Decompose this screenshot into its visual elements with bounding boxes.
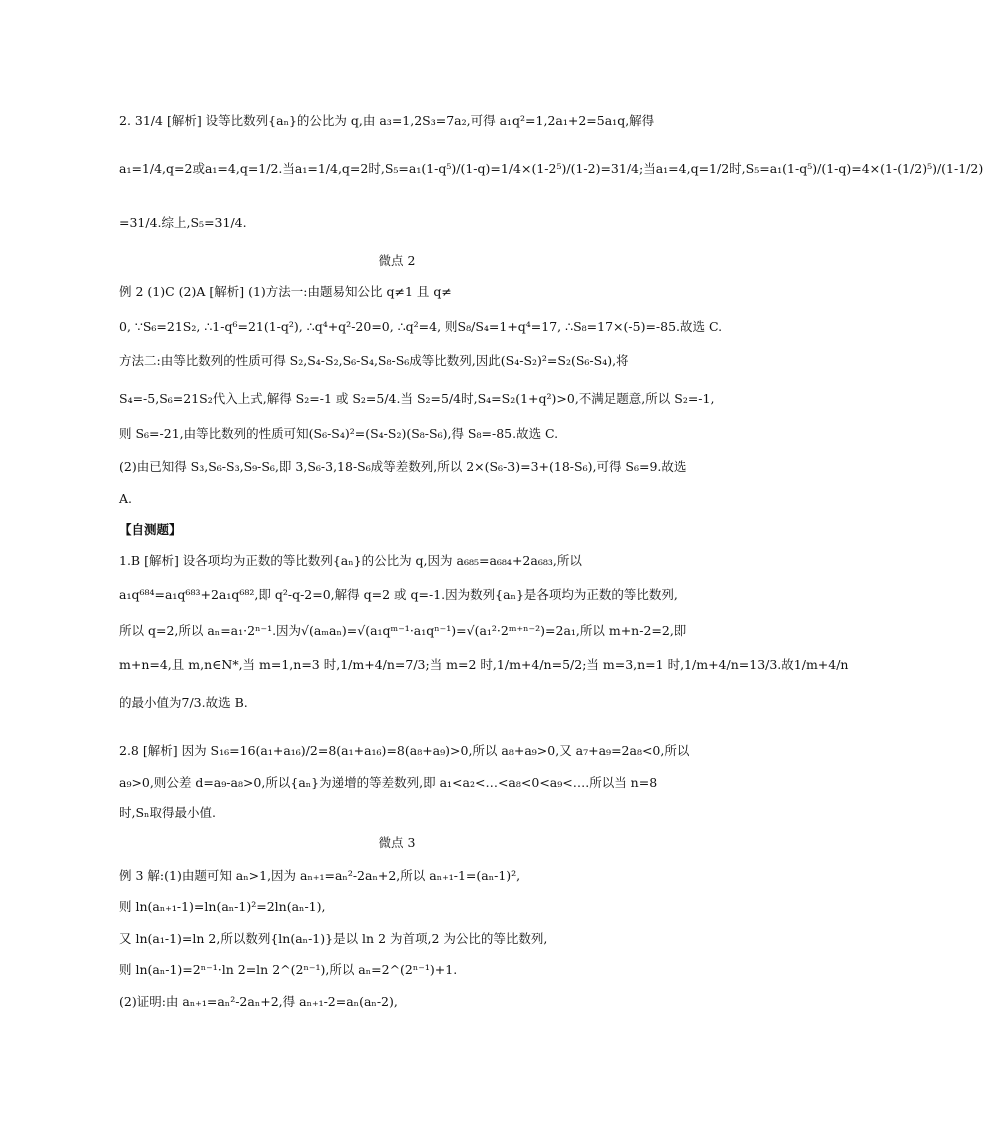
text-line: 时,Sₙ取得最小值. (119, 805, 216, 820)
text-line: a₉>0,则公差 d=a₉-a₈>0,所以{aₙ}为递增的等差数列,即 a₁<a₂<…<a₈<0<a₉<….所以当 n=8 (119, 775, 658, 790)
text-line: a₁=1/4,q=2或a₁=4,q=1/2.当a₁=1/4,q=2时,S₅=a₁(1-q⁵)/(1-q)=1/4×(1-2⁵)/(1-2)=31/4;当a₁=4,q=1/2时,S₅=a₁(1-q⁵)/(1-q)=4×(1-(1/2)⁵)/(1-1/2) (119, 161, 983, 176)
text-line: 【自测题】 (119, 522, 182, 537)
section-heading: 微点 3 (378, 835, 416, 850)
text-line: 则 S₆=-21,由等比数列的性质可知(S₆-S₄)²=(S₄-S₂)(S₈-S₆),得 S₈=-85.故选 C. (119, 426, 559, 441)
text-line: 2. 31/4 [解析] 设等比数列{aₙ}的公比为 q,由 a₃=1,2S₃=7a₂,可得 a₁q²=1,2a₁+2=5a₁q,解得 (119, 113, 655, 128)
text-line: m+n=4,且 m,n∈N*,当 m=1,n=3 时,1/m+4/n=7/3;当 m=2 时,1/m+4/n=5/2;当 m=3,n=1 时,1/m+4/n=13/3.故1/m+4/n (119, 657, 849, 672)
text-line: 2.8 [解析] 因为 S₁₆=16(a₁+a₁₆)/2=8(a₁+a₁₆)=8(a₈+a₉)>0,所以 a₈+a₉>0,又 a₇+a₉=2a₈<0,所以 (119, 743, 690, 758)
text-line: 又 ln(a₁-1)=ln 2,所以数列{ln(aₙ-1)}是以 ln 2 为首项,2 为公比的等比数列, (119, 931, 548, 946)
text-line: (2)由已知得 S₃,S₆-S₃,S₉-S₆,即 3,S₆-3,18-S₆成等差数列,所以 2×(S₆-3)=3+(18-S₆),可得 S₆=9.故选 (119, 459, 687, 474)
text-line: 则 ln(aₙ₊₁-1)=ln(aₙ-1)²=2ln(aₙ-1), (119, 899, 326, 914)
text-line: 的最小值为7/3.故选 B. (119, 695, 248, 710)
text-line: 则 ln(aₙ-1)=2ⁿ⁻¹·ln 2=ln 2^(2ⁿ⁻¹),所以 aₙ=2^(2ⁿ⁻¹)+1. (119, 962, 458, 977)
text-line: (2)证明:由 aₙ₊₁=aₙ²-2aₙ+2,得 aₙ₊₁-2=aₙ(aₙ-2), (119, 994, 398, 1009)
text-line: 1.B [解析] 设各项均为正数的等比数列{aₙ}的公比为 q,因为 a₆₈₅=a₆₈₄+2a₆₈₃,所以 (119, 553, 582, 568)
text-line: A. (119, 491, 133, 506)
section-heading: 微点 2 (378, 253, 416, 268)
text-line: 0, ∵S₆=21S₂, ∴1-q⁶=21(1-q²), ∴q⁴+q²-20=0, ∴q²=4, 则S₈/S₄=1+q⁴=17, ∴S₈=17×(-5)=-85.故选 C. (119, 319, 723, 334)
text-line: 例 2 (1)C (2)A [解析] (1)方法一:由题易知公比 q≠1 且 q≠ (119, 284, 452, 299)
text-line: 所以 q=2,所以 aₙ=a₁·2ⁿ⁻¹.因为√(aₘaₙ)=√(a₁qᵐ⁻¹·a₁qⁿ⁻¹)=√(a₁²·2ᵐ⁺ⁿ⁻²)=2a₁,所以 m+n-2=2,即 (119, 623, 687, 638)
text-line: S₄=-5,S₆=21S₂代入上式,解得 S₂=-1 或 S₂=5/4.当 S₂=5/4时,S₄=S₂(1+q²)>0,不满足题意,所以 S₂=-1, (119, 391, 715, 406)
text-line: a₁q⁶⁸⁴=a₁q⁶⁸³+2a₁q⁶⁸²,即 q²-q-2=0,解得 q=2 或 q=-1.因为数列{aₙ}是各项均为正数的等比数列, (119, 587, 678, 602)
text-line: =31/4.综上,S₅=31/4. (119, 215, 247, 230)
text-line: 例 3 解:(1)由题可知 aₙ>1,因为 aₙ₊₁=aₙ²-2aₙ+2,所以 aₙ₊₁-1=(aₙ-1)², (119, 868, 521, 883)
text-line: 方法二:由等比数列的性质可得 S₂,S₄-S₂,S₆-S₄,S₈-S₆成等比数列,因此(S₄-S₂)²=S₂(S₆-S₄),将 (119, 353, 629, 368)
